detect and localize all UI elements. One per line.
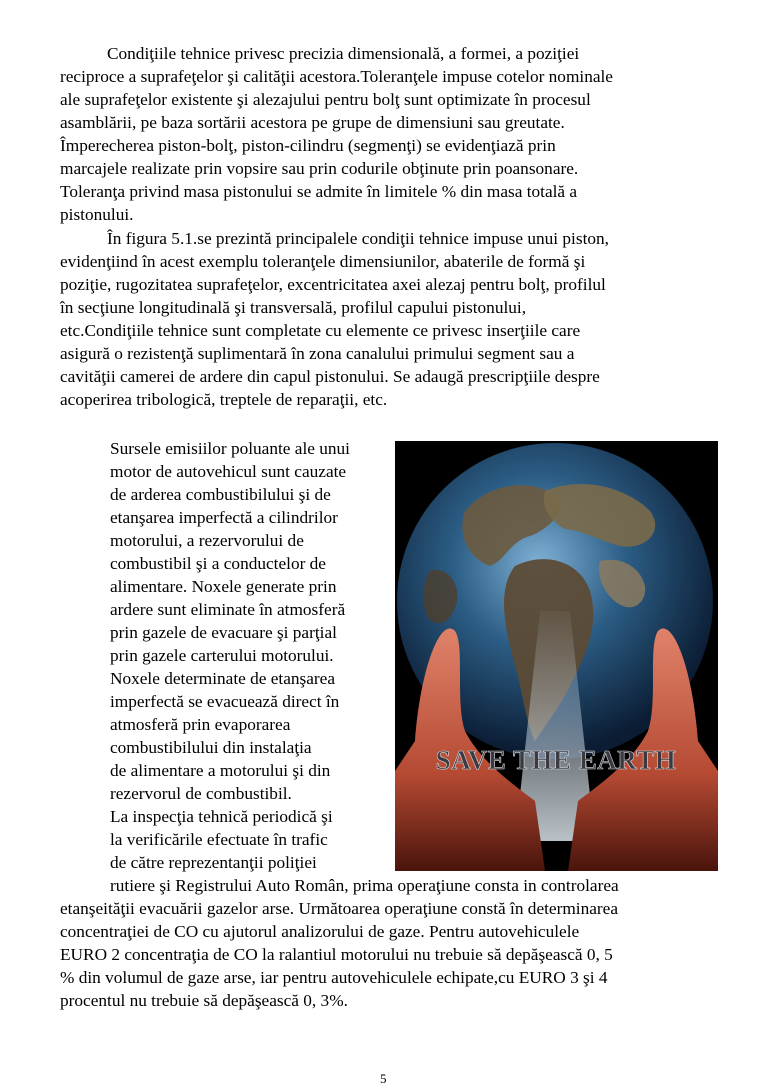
text-line: pistonului.	[60, 205, 134, 224]
text-line: % din volumul de gaze arse, iar pentru autovehiculele echipate,cu EURO 3 şi 4	[60, 968, 608, 987]
text-line: În figura 5.1.se prezintă principalele condiţii tehnice impuse unui piston,	[107, 229, 609, 248]
text-line: de arderea combustibilului şi de	[110, 485, 331, 504]
text-line: la verificările efectuate în trafic	[110, 830, 328, 849]
save-the-earth-caption: SAVE THE EARTH	[435, 745, 677, 775]
text-line: alimentare. Noxele generate prin	[110, 577, 337, 596]
text-line: cavităţii camerei de ardere din capul pistonului. Se adaugă prescripţiile despre	[60, 367, 600, 386]
text-line: Noxele determinate de etanşarea	[110, 669, 336, 688]
text-line: motorului, a rezervorului de	[110, 531, 304, 550]
text-line: asamblării, pe baza sortării acestora pe grupe de dimensiuni sau greutate.	[60, 113, 565, 132]
text-line: EURO 2 concentraţia de CO la ralantiul motorului nu trebuie să depăşească 0, 5	[60, 945, 613, 964]
text-line: Toleranţa privind masa pistonului se admite în limitele % din masa totală a	[60, 182, 578, 201]
text-line: motor de autovehicul sunt cauzate	[110, 462, 347, 481]
text-line: acoperirea tribologică, treptele de reparaţii, etc.	[60, 390, 388, 409]
text-line: de către reprezentanţii poliţiei	[110, 853, 317, 872]
text-line: în secţiune longitudinală şi transversală, profilul capului pistonului,	[60, 298, 527, 317]
text-line: rutiere şi Registrului Auto Român, prima operaţiune consta in controlarea	[110, 876, 619, 895]
text-line: evidenţiind în acest exemplu toleranţele dimensiunilor, abaterile de formă şi	[60, 252, 586, 271]
text-line: procentul nu trebuie să depăşească 0, 3%.	[60, 991, 348, 1010]
text-line: marcajele realizate prin vopsire sau prin codurile obţinute prin poansonare.	[60, 159, 579, 178]
text-line: ardere sunt eliminate în atmosferă	[110, 600, 346, 619]
text-line: poziţie, rugozitatea suprafeţelor, excentricitatea axei alezaj pentru bolţ, profilul	[60, 275, 606, 294]
text-line: reciproce a suprafeţelor şi calităţii acestora.Toleranţele impuse cotelor nominale	[60, 67, 613, 86]
globe-illustration	[395, 441, 718, 871]
text-line: ale suprafeţelor existente şi alezajului pentru bolţ sunt optimizate în procesul	[60, 90, 591, 109]
text-line: etanşeităţii evacuării gazelor arse. Următoarea operaţiune constă în determinarea	[60, 899, 618, 918]
text-line: concentraţiei de CO cu ajutorul analizorului de gaze. Pentru autovehiculele	[60, 922, 580, 941]
text-line: atmosferă prin evaporarea	[110, 715, 291, 734]
text-line: Condiţiile tehnice privesc precizia dimensională, a formei, a poziţiei	[107, 44, 580, 63]
text-line: etanşarea imperfectă a cilindrilor	[110, 508, 338, 527]
text-line: etc.Condiţiile tehnice sunt completate cu elemente ce privesc inserţiile care	[60, 321, 581, 340]
text-line: de alimentare a motorului şi din	[110, 761, 331, 780]
text-line: prin gazele carterului motorului.	[110, 646, 334, 665]
text-line: rezervorul de combustibil.	[110, 784, 292, 803]
text-line: La inspecţia tehnică periodică şi	[110, 807, 333, 826]
earth-in-hands-image	[395, 441, 718, 871]
text-line: combustibil şi a conductelor de	[110, 554, 326, 573]
text-line: Sursele emisiilor poluante ale unui	[110, 439, 350, 458]
page-number: 5	[380, 1071, 387, 1086]
text-line: Împerecherea piston-bolţ, piston-cilindru (segmenţi) se evidenţiază prin	[60, 136, 556, 155]
text-line: combustibilului din instalaţia	[110, 738, 312, 757]
text-line: prin gazele de evacuare şi parţial	[110, 623, 337, 642]
text-line: imperfectă se evacuează direct în	[110, 692, 340, 711]
text-line: asigură o rezistenţă suplimentară în zona canalului primului segment sau a	[60, 344, 575, 363]
